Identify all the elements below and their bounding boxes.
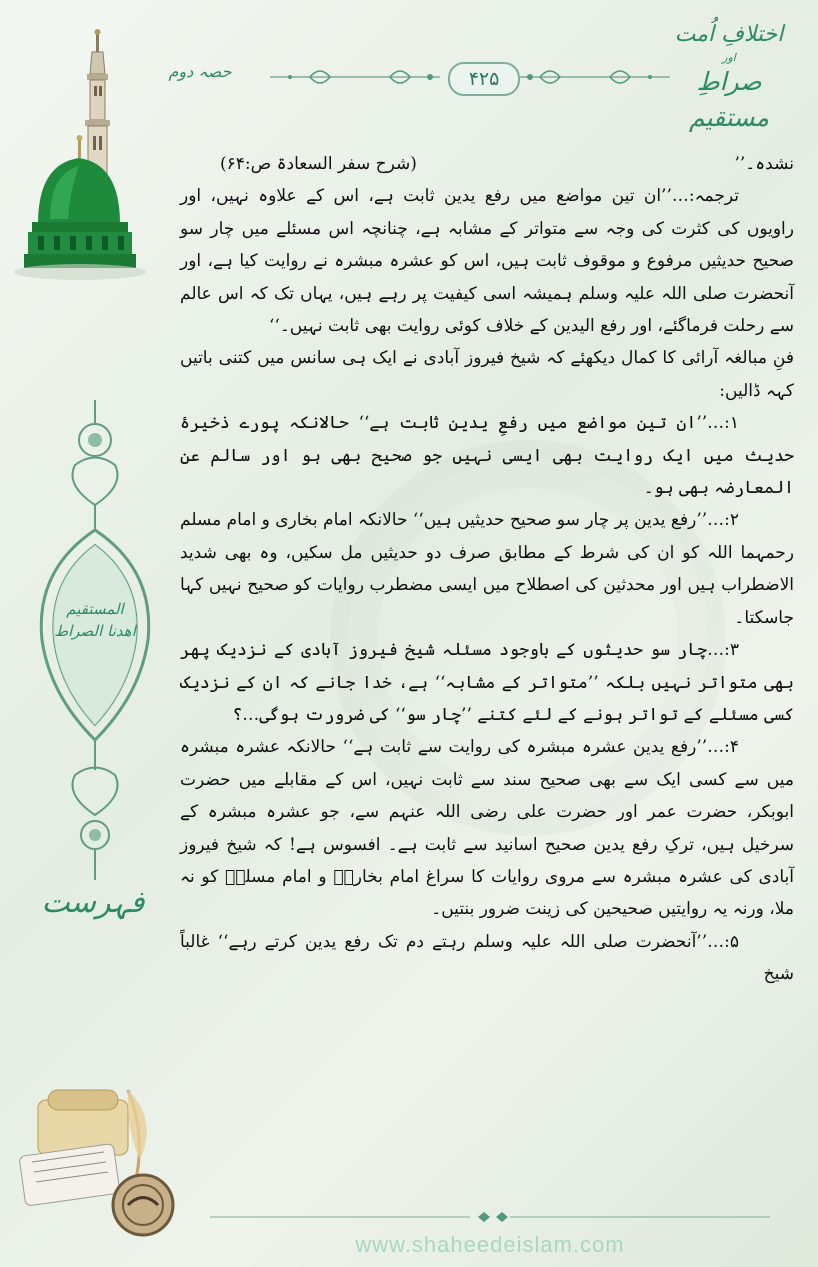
ornament-label-line-2: اھدنا الصراط (54, 622, 136, 640)
translation-paragraph: ترجمہ:…’’ان تین مواضع میں رفع یدین ثابت ہے، اس کے علاوہ نہیں، اور راویوں کی کثرت کی وجہ سے متواتر کے مشابہ ہے، چنانچہ اس مسئلے میں چار سو صحیح حدیثیں مرفوع و موقوف ثابت ہیں، اس کو عشرہ مبشرہ نے روایت کیا ہے، اور آنحضرت صلی اللہ علیہ وسلم ہمیشہ اسی کیفیت پر رہے ہیں، یہاں تک کہ اس عالم سے رحلت فرماگئے، اور رفع الیدین کے خلاف کوئی روایت بھی ثابت نہیں۔‘‘ (180, 186, 794, 337)
commentary-paragraph: فنِ مبالغہ آرائی کا کمال دیکھئے کہ شیخ فیروز آبادی نے ایک ہی سانس میں کتنی باتیں کہہ ڈالیں: (180, 348, 794, 401)
point-5-paragraph: ۵:…’’آنحضرت صلی اللہ علیہ وسلم رہتے دم تک رفع یدین کرتے رہے‘‘ غالباً شیخ (180, 931, 794, 985)
website-link[interactable]: www.shaheedeislam.com (355, 1232, 625, 1257)
opening-line (180, 148, 794, 180)
ornament-calligraphy-label (45, 598, 145, 642)
point-2-paragraph: ۲:…’’رفع یدین پر چار سو صحیح حدیثیں ہیں‘‘ حالانکہ امام بخاری و امام مسلم رحمہما اللہ کو ان کی شرط کے مطابق صرف دو حدیثیں مل سکیں، وہ بھی شدید الاضطراب ہیں اور محدثین کی اصطلاح میں ایسی مضطرب روایات کو صحیح نہیں کہا جاسکتا۔ (180, 510, 795, 628)
source-reference: (شرح سفر السعادۃ ص:۶۴) (220, 154, 417, 174)
ornament-label-line-1: المستقیم (66, 600, 124, 618)
point-4-paragraph: ۴:…’’رفع یدین عشرہ مبشرہ کی روایت سے ثابت ہے‘‘ حالانکہ عشرہ مبشرہ میں سے کسی ایک سے بھی صحیح سند سے ثابت نہیں، اس کے مقابلے میں حضرت ابوبکر، حضرت عمر اور حضرت علی رضی اللہ عنہم سے، جو عشرہ مبشرہ کے سرخیل ہیں، ترکِ رفع یدین صحیح اسانید سے ثابت ہے۔ افسوس ہے! کہ شیخ فیروز آبادی کی عشرہ مبشرہ سے مروی روایات کا سراغ امام بخاریؒ و امام مسلمؒ کو نہ ملا، ورنہ یہ روایتیں صحیحین کی زینت ضرور بنتیں۔ (180, 737, 794, 920)
page-number: ۴۲۵ (448, 62, 520, 96)
book-title-line-3: صراطِ مستقیم (688, 67, 770, 132)
article-body (180, 148, 794, 991)
point-1-paragraph: ۱:…’’ان تین مواضع میں رفعِ یدین ثابت ہے‘‘ حالانکہ پورے ذخیرۂ حدیث میں ایک روایت بھی ایسی نہیں جو صحیح بھی ہو اور سالم عن المعارضہ بھی ہو۔ (180, 413, 794, 499)
footer-divider (210, 1212, 770, 1222)
point-3-paragraph: ۳:…چار سو حدیثوں کے باوجود مسئلہ شیخ فیروز آبادی کے نزدیک پھر بھی متواتر نہیں بلکہ ’’متواتر کے مشابہ‘‘ ہے، خدا جانے کہ ان کے نزدیک کسی مسئلے کے تواتر ہونے کے لئے کتنے ’’چار سو‘‘ کی ضرورت ہوگی…؟ (180, 640, 794, 725)
scrolls-quill-illustration (8, 1080, 178, 1240)
index-link[interactable]: فہرست (41, 885, 145, 920)
opening-quote-end: نشدہ۔’’ (734, 154, 794, 174)
book-title-line-2: اور (722, 51, 736, 64)
book-title-line-1: اختلافِ اُمت (674, 22, 784, 47)
book-title (654, 18, 804, 136)
part-label: حصہ دوم (168, 62, 232, 81)
green-dome-minaret-illustration (10, 14, 160, 284)
